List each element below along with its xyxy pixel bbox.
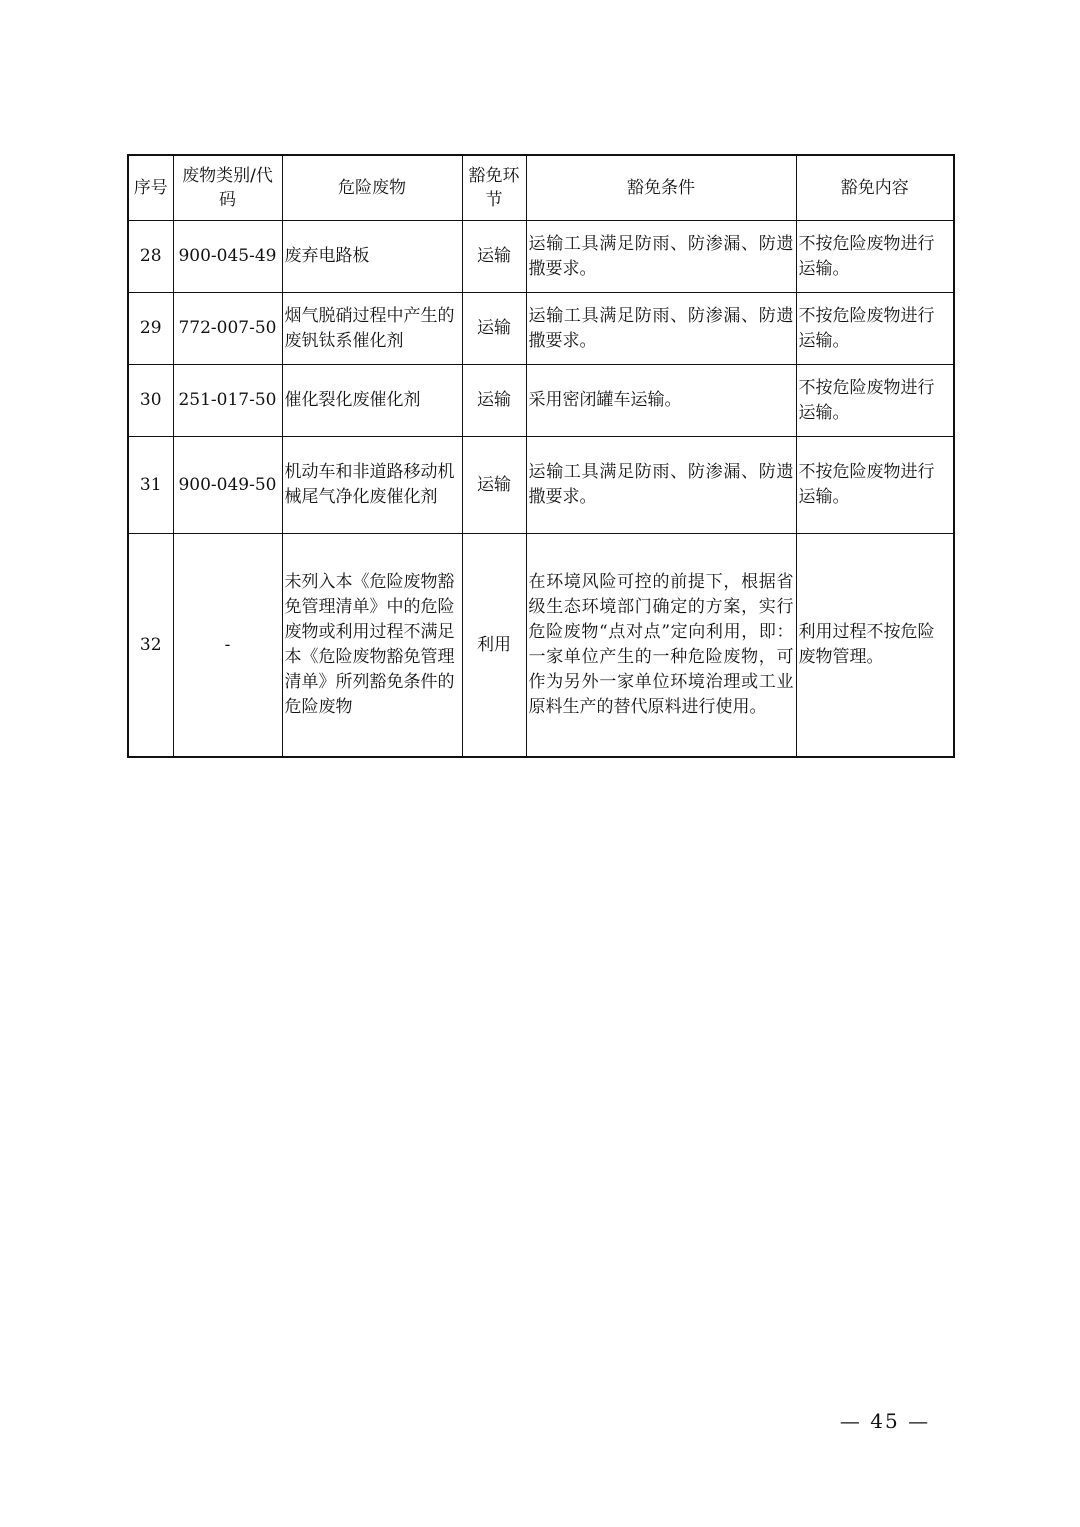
table-row [128, 365, 954, 437]
waste-code: 772-007-50 [173, 293, 282, 365]
header-content: 豁免内容 [796, 155, 954, 221]
exempt-stage: 运输 [462, 221, 526, 293]
exempt-condition: 在环境风险可控的前提下，根据省级生态环境部门确定的方案，实行危险废物“点对点”定向利用，即：一家单位产生的一种危险废物，可作为另外一家单位环境治理或工业原料生产的替代原料进行使用。 [526, 534, 796, 758]
page-number: — 45 — [839, 1409, 931, 1433]
waste-name: 未列入本《危险废物豁免管理清单》中的危险废物或利用过程不满足本《危险废物豁免管理清单》所列豁免条件的危险废物 [282, 534, 462, 758]
waste-code: 900-045-49 [173, 221, 282, 293]
row-number: 30 [128, 365, 173, 437]
exempt-stage: 运输 [462, 293, 526, 365]
exemption-table [127, 154, 955, 758]
exempt-content: 不按危险废物进行运输。 [796, 293, 954, 365]
exempt-content: 利用过程不按危险废物管理。 [796, 534, 954, 758]
row-number: 29 [128, 293, 173, 365]
exempt-stage: 运输 [462, 437, 526, 534]
header-code: 废物类别/代码 [173, 155, 282, 221]
waste-name: 烟气脱硝过程中产生的废钒钛系催化剂 [282, 293, 462, 365]
exempt-content: 不按危险废物进行运输。 [796, 437, 954, 534]
row-number: 31 [128, 437, 173, 534]
waste-name: 催化裂化废催化剂 [282, 365, 462, 437]
row-number: 32 [128, 534, 173, 758]
waste-name: 废弃电路板 [282, 221, 462, 293]
exempt-stage: 运输 [462, 365, 526, 437]
exempt-condition: 运输工具满足防雨、防渗漏、防遗撒要求。 [526, 293, 796, 365]
table-row [128, 437, 954, 534]
header-name: 危险废物 [282, 155, 462, 221]
table-row [128, 534, 954, 758]
row-number: 28 [128, 221, 173, 293]
table-header-row [128, 155, 954, 221]
exempt-condition: 运输工具满足防雨、防渗漏、防遗撒要求。 [526, 437, 796, 534]
table-row [128, 293, 954, 365]
exempt-stage: 利用 [462, 534, 526, 758]
waste-code: 900-049-50 [173, 437, 282, 534]
waste-name: 机动车和非道路移动机械尾气净化废催化剂 [282, 437, 462, 534]
table-row [128, 221, 954, 293]
header-stage: 豁免环节 [462, 155, 526, 221]
exempt-content: 不按危险废物进行运输。 [796, 365, 954, 437]
exempt-condition: 运输工具满足防雨、防渗漏、防遗撒要求。 [526, 221, 796, 293]
header-no: 序号 [128, 155, 173, 221]
waste-code: 251-017-50 [173, 365, 282, 437]
exempt-content: 不按危险废物进行运输。 [796, 221, 954, 293]
exempt-condition: 采用密闭罐车运输。 [526, 365, 796, 437]
waste-code: - [173, 534, 282, 758]
header-condition: 豁免条件 [526, 155, 796, 221]
